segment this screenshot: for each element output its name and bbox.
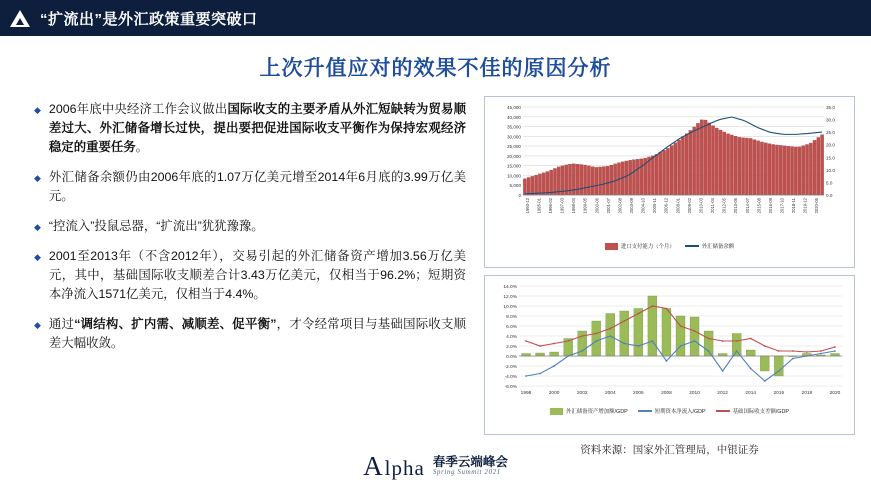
chart-panel-reserves	[484, 96, 855, 268]
bullet-text	[49, 168, 466, 206]
svg-text:10.0: 10.0	[826, 167, 835, 173]
chart-balance-of-payments-to-gdp	[489, 280, 850, 406]
legend-swatch-line-icon	[638, 410, 652, 412]
bullet-segment: 外汇储备余额仍由2006年底的1.07万亿美元增至2014年6月底的3.99万亿美元。	[48, 170, 466, 203]
chart-bop-svg	[489, 280, 852, 406]
svg-text:-6.0%: -6.0%	[504, 385, 517, 390]
legend-swatch-bar-icon	[550, 408, 563, 415]
svg-text:0.0%: 0.0%	[506, 355, 517, 360]
legend-label: 短期资本净流入/GDP	[654, 409, 706, 415]
svg-text:35,000: 35,000	[506, 124, 521, 130]
svg-text:35.0: 35.0	[826, 105, 835, 110]
svg-text:10,000: 10,000	[506, 173, 521, 179]
bullet-text	[49, 217, 264, 236]
svg-text:2013-06: 2013-06	[733, 198, 739, 214]
bullet-segment: 通过	[48, 317, 75, 331]
list-item	[34, 315, 466, 353]
svg-text:2020: 2020	[829, 391, 841, 396]
svg-text:2002-08: 2002-08	[617, 198, 623, 214]
svg-text:40,000: 40,000	[506, 114, 521, 120]
header-logo	[0, 0, 40, 36]
alpha-logo	[363, 450, 425, 481]
legend-label: 外汇储备余额	[701, 244, 735, 250]
summit-label-en: Spring Summit 2021	[432, 467, 501, 476]
svg-text:15,000: 15,000	[506, 163, 521, 169]
svg-text:1996-02: 1996-02	[547, 198, 553, 214]
summit-label	[433, 456, 508, 476]
svg-text:2004-10: 2004-10	[640, 198, 646, 214]
slide-content	[0, 92, 871, 456]
list-item	[34, 168, 466, 206]
bullet-marker-icon: ◆	[34, 105, 41, 115]
svg-text:2015-08: 2015-08	[756, 198, 762, 214]
svg-text:-4.0%: -4.0%	[504, 375, 517, 380]
svg-text:2004: 2004	[604, 391, 616, 396]
bullet-text	[49, 100, 466, 157]
list-item	[34, 217, 466, 236]
svg-text:5,000: 5,000	[509, 183, 521, 189]
svg-text:2010: 2010	[689, 391, 700, 396]
legend-swatch-line-icon	[716, 410, 730, 412]
svg-text:2018-11: 2018-11	[791, 198, 797, 214]
svg-text:2001-07: 2001-07	[605, 198, 611, 214]
chart-column	[480, 92, 871, 456]
svg-text:2018: 2018	[801, 391, 813, 396]
bullet-segment: ，才令经常项目与基础国际收支顺差大幅收敛。	[48, 317, 467, 350]
svg-text:2012: 2012	[717, 391, 728, 396]
bullet-text	[49, 247, 466, 304]
legend-label: 外汇储备资产增加额/GDP	[566, 409, 628, 415]
svg-text:1999-05: 1999-05	[582, 198, 588, 214]
legend-item	[716, 407, 789, 415]
svg-text:12.0%: 12.0%	[503, 295, 517, 300]
page-title: 上次升值应对的效果不佳的原因分析	[259, 57, 612, 80]
svg-text:30.0: 30.0	[826, 117, 835, 123]
chart-legend	[489, 242, 850, 250]
svg-text:2012-05: 2012-05	[721, 198, 727, 214]
svg-text:2014-07: 2014-07	[744, 198, 750, 214]
bullet-segment: “控流入”投鼠忌器，“扩流出”犹犹豫豫。	[48, 219, 264, 233]
svg-text:20.0: 20.0	[826, 142, 835, 148]
legend-label: 进口支付能力（个月）	[620, 244, 675, 250]
svg-text:2019-12: 2019-12	[802, 198, 808, 214]
svg-text:2009-02: 2009-02	[686, 198, 692, 214]
svg-text:2.0%: 2.0%	[506, 345, 517, 350]
bullet-segment: 。	[135, 140, 149, 154]
chart-reserves-and-import-coverage	[489, 101, 850, 241]
svg-text:2008-01: 2008-01	[675, 198, 681, 214]
svg-text:2008: 2008	[661, 391, 672, 396]
list-item	[34, 100, 466, 157]
source-note: 资料来源：国家外汇管理局，中银证券	[580, 444, 759, 456]
svg-text:25.0: 25.0	[826, 130, 835, 136]
list-item	[34, 247, 466, 304]
chart-legend	[489, 407, 850, 415]
legend-item	[605, 242, 675, 250]
svg-text:5.0: 5.0	[826, 180, 833, 186]
alpha-logo-letter: A	[363, 450, 383, 481]
svg-text:0.0: 0.0	[826, 193, 833, 198]
svg-text:2006-12: 2006-12	[663, 198, 669, 214]
svg-text:2020-05: 2020-05	[814, 198, 820, 214]
bullet-marker-icon: ◆	[34, 252, 41, 262]
header-title: “扩流出”是外汇政策重要突破口	[40, 10, 258, 28]
summit-label-cn: 春季云端峰会	[432, 454, 508, 469]
bullet-text	[49, 315, 466, 353]
svg-text:20,000: 20,000	[506, 153, 521, 159]
svg-text:2002: 2002	[576, 391, 588, 396]
svg-text:45,000: 45,000	[506, 105, 521, 110]
legend-item	[685, 242, 734, 250]
bullet-segment-emphasis: 国际收支的主要矛盾从外汇短缺转为贸易顺差过大、外汇储备增长过快，提出要把促进国际收支平衡作为保持宏观经济稳定的重要任务	[48, 102, 466, 154]
bullet-segment-emphasis: “调结构、扩内需、减顺差、促平衡”	[74, 317, 277, 331]
legend-label: 基础国际收支差额/GDP	[732, 409, 789, 415]
bullet-segment: 2006年底中央经济工作会议做出	[48, 102, 228, 116]
svg-text:1993-12: 1993-12	[524, 198, 530, 214]
svg-text:2016: 2016	[773, 391, 785, 396]
svg-text:-2.0%: -2.0%	[504, 365, 517, 370]
slide-footer	[0, 444, 871, 488]
svg-text:2017-10: 2017-10	[779, 198, 785, 214]
svg-text:2016-09: 2016-09	[767, 198, 773, 214]
legend-item	[550, 407, 628, 415]
svg-text:14.0%: 14.0%	[503, 285, 517, 290]
svg-text:2000-06: 2000-06	[594, 198, 600, 214]
svg-text:2010-03: 2010-03	[698, 198, 704, 214]
svg-text:1997-03: 1997-03	[559, 198, 565, 214]
bullet-segment: 2001至2013年（不含2012年），交易引起的外汇储备资产增加3.56万亿美元，其中，基础国际收支顺差合计3.43万亿美元，仅相当于96.2%；短期资本净流入1571亿美元，仅相当于4.4%。	[48, 249, 466, 301]
triangle-logo-icon	[10, 10, 30, 27]
bullet-list	[0, 92, 480, 452]
svg-text:2000: 2000	[548, 391, 560, 396]
legend-swatch-bar-icon	[605, 243, 618, 250]
legend-item	[638, 407, 706, 415]
svg-text:25,000: 25,000	[506, 144, 521, 150]
svg-text:1998-04: 1998-04	[571, 198, 577, 214]
svg-text:8.0%: 8.0%	[506, 315, 517, 320]
svg-text:10.0%: 10.0%	[503, 305, 517, 310]
svg-text:30,000: 30,000	[506, 134, 521, 140]
alpha-logo-word: lpha	[384, 455, 425, 480]
svg-text:4.0%: 4.0%	[506, 335, 517, 340]
svg-text:6.0%: 6.0%	[506, 325, 517, 330]
legend-swatch-line-icon	[685, 245, 699, 247]
svg-text:2003-09: 2003-09	[629, 198, 634, 214]
svg-text:2006: 2006	[633, 391, 644, 396]
chart-reserves-svg	[489, 101, 852, 241]
svg-text:0: 0	[518, 193, 521, 198]
svg-text:2005-11: 2005-11	[652, 198, 658, 214]
bullet-marker-icon: ◆	[34, 320, 41, 330]
svg-text:1995-01: 1995-01	[536, 198, 542, 214]
chart-panel-bop	[484, 275, 855, 435]
bullet-marker-icon: ◆	[34, 173, 41, 183]
svg-text:1998: 1998	[520, 391, 532, 396]
svg-text:15.0: 15.0	[826, 155, 835, 161]
bullet-marker-icon: ◆	[34, 222, 41, 232]
svg-text:2014: 2014	[745, 391, 757, 396]
slide-header-bar	[0, 0, 871, 36]
svg-text:2011-04: 2011-04	[710, 198, 715, 214]
